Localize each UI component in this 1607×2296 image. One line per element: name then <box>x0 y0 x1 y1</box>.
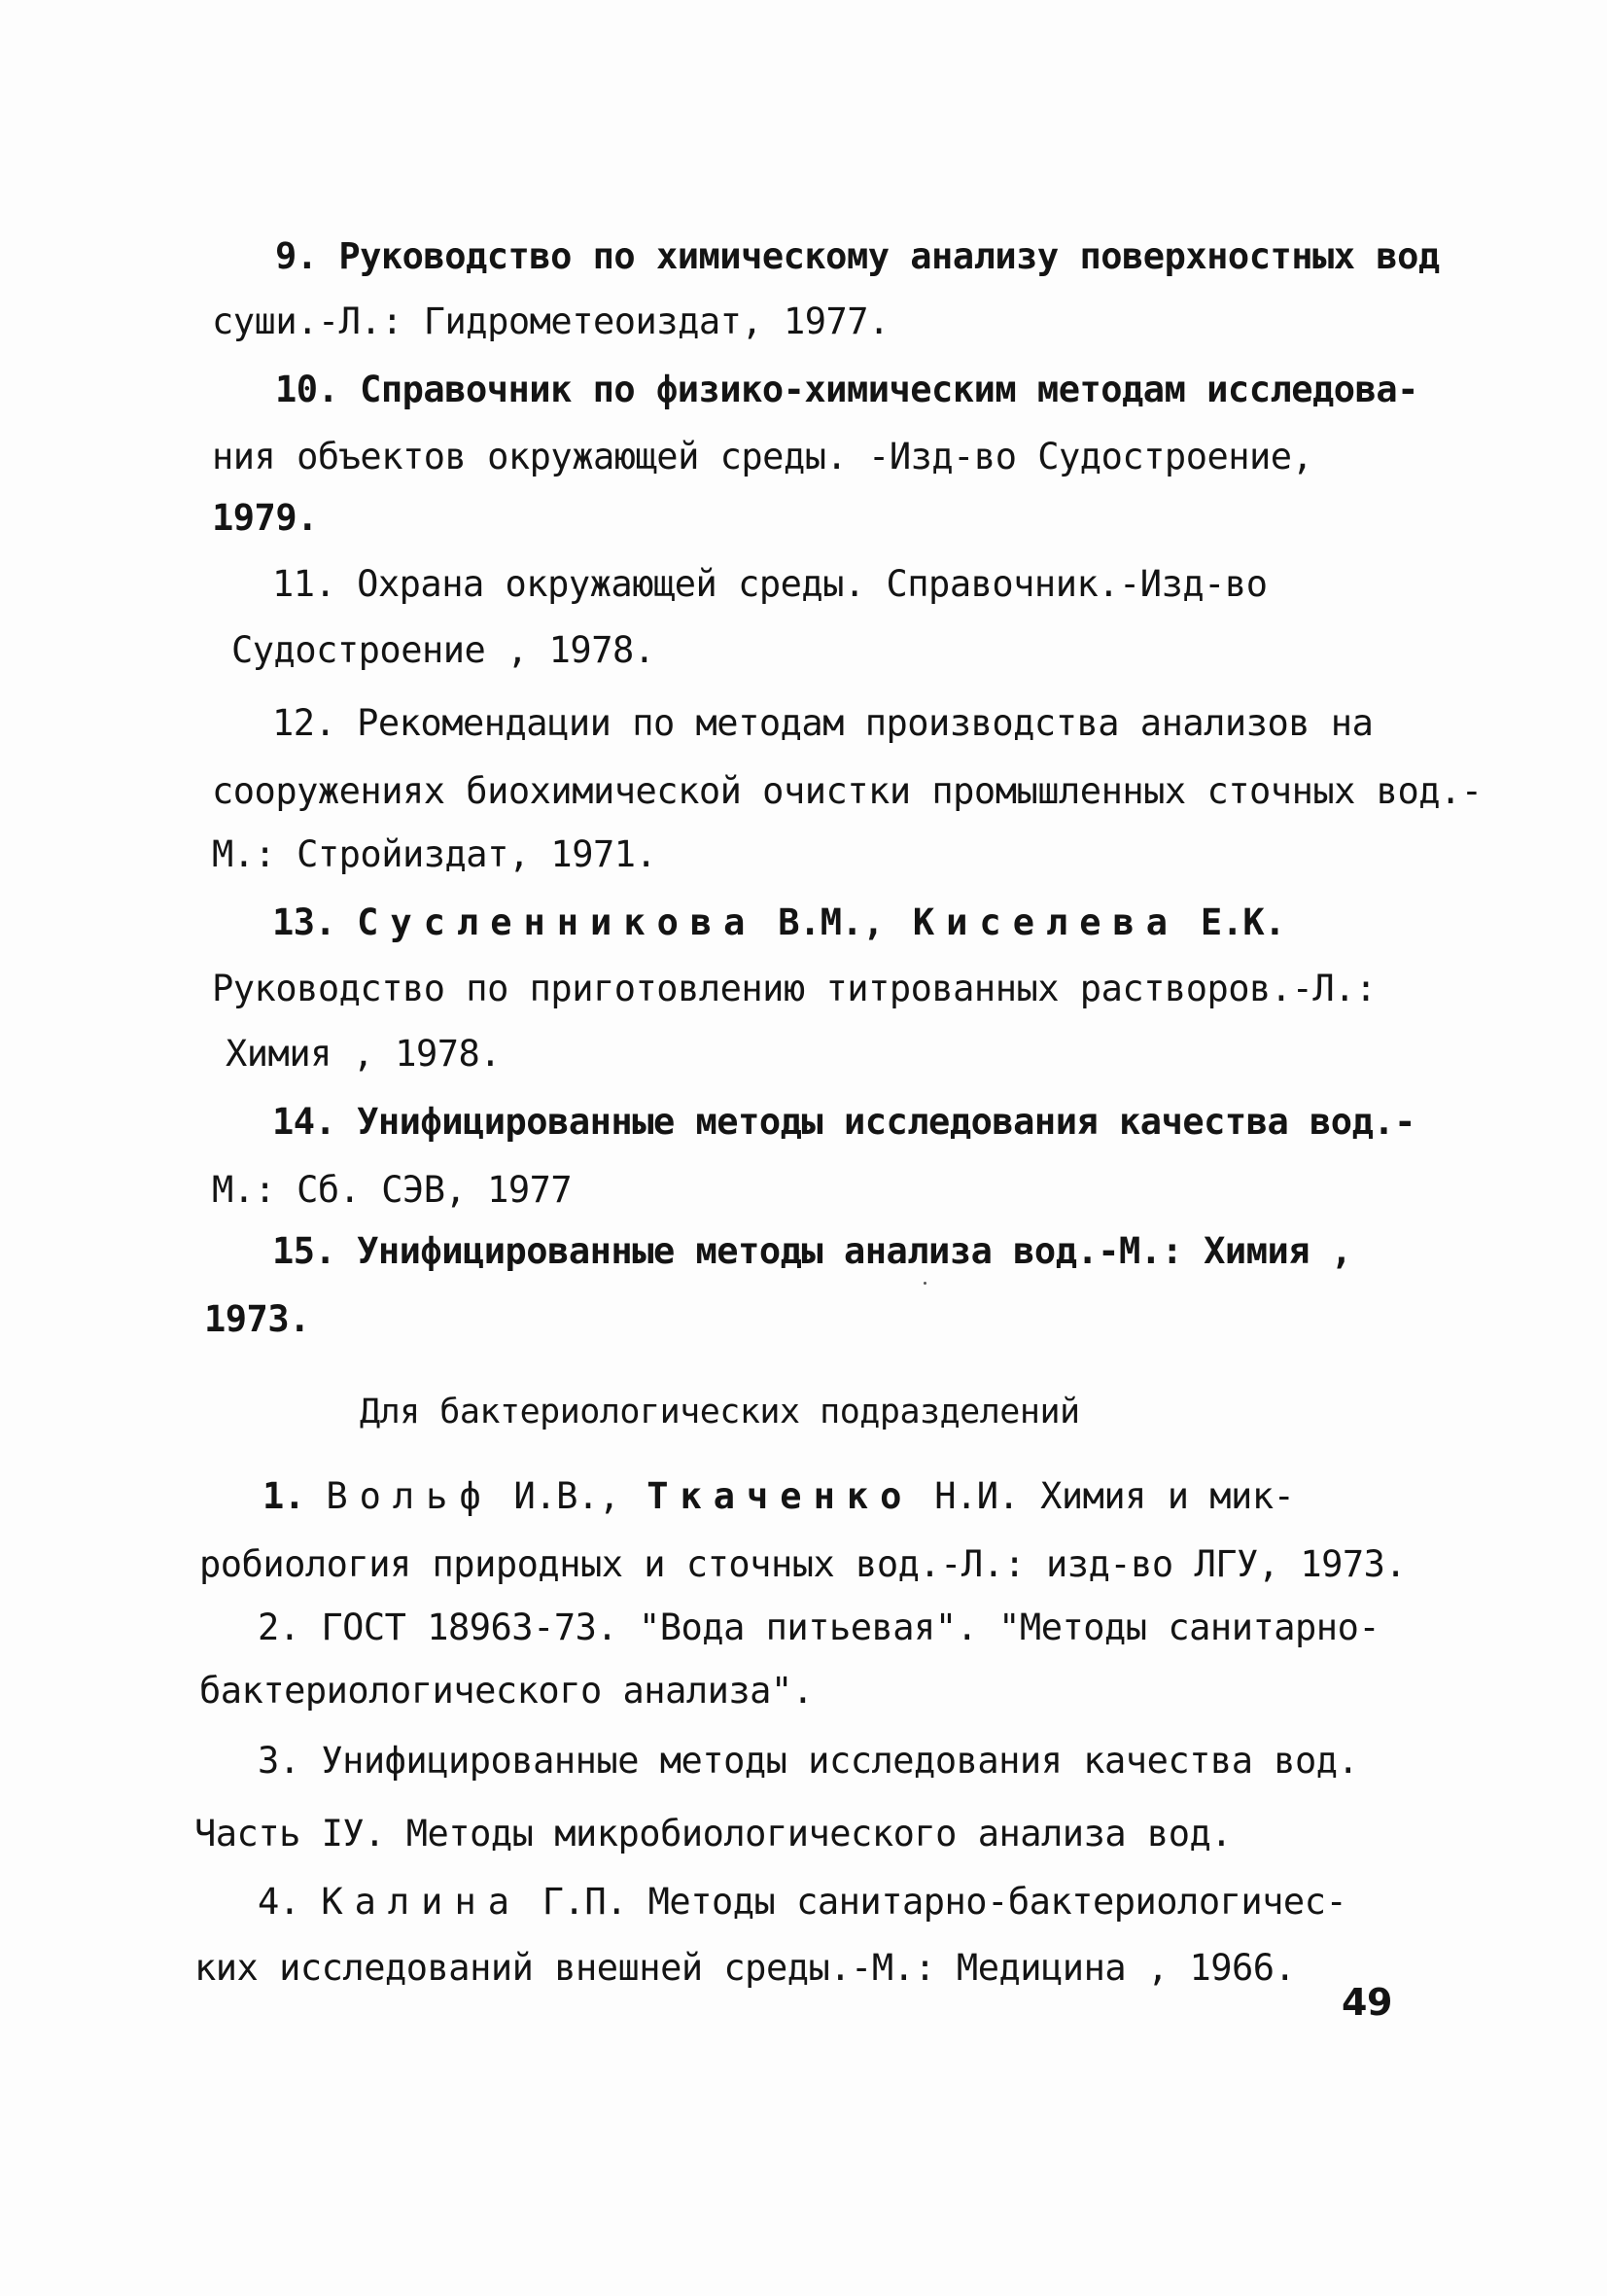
ref-14-line-2: М.: Сб. СЭВ, 1977 <box>212 1169 573 1211</box>
ref-11-line-2: Судостроение , 1978. <box>231 629 655 671</box>
bact-ref-4-rest: Г.П. Методы санитарно-бактериологичес- <box>541 1881 1347 1923</box>
ref-13-author-2-initials: Е.К. <box>1200 901 1285 943</box>
bact-ref-4-number: 4. <box>258 1881 300 1923</box>
bact-ref-4-line-1 <box>258 1881 1347 1923</box>
ref-11-line-1: 11. Охрана окружающей среды. Справочник.-Изд-во <box>272 563 1268 605</box>
ref-9-line-2: суши.-Л.: Гидрометеоиздат, 1977. <box>212 300 890 342</box>
ref-12-line-2: сооружениях биохимической очистки промышленных сточных вод.- <box>212 770 1483 812</box>
bact-ref-1-author-1-initials: И.В., <box>513 1475 620 1517</box>
bact-ref-2-line-1: 2. ГОСТ 18963-73. "Вода питьевая". "Методы санитарно- <box>258 1607 1380 1648</box>
ref-12-line-3: М.: Стройиздат, 1971. <box>212 833 657 875</box>
scan-speck <box>924 1282 926 1285</box>
ref-13-author-1-initials: В.М., <box>778 901 885 943</box>
ref-15-line-2: 1973. <box>204 1298 310 1340</box>
bact-ref-1-author-1: Вольф <box>326 1475 493 1517</box>
ref-13-line-3: Химия , 1978. <box>226 1033 502 1075</box>
ref-10-line-2: ния объектов окружающей среды. -Изд-во Судостроение, <box>212 436 1313 477</box>
ref-13-number: 13. <box>272 901 336 943</box>
bact-ref-1-rest: Н.И. Химия и мик- <box>934 1475 1295 1517</box>
bact-ref-1-author-2: Ткаченко <box>646 1475 914 1517</box>
bact-ref-3-line-1: 3. Унифицированные методы исследования качества вод. <box>258 1740 1359 1782</box>
bact-ref-1-number: 1. <box>262 1475 305 1517</box>
ref-13-author-2: Киселева <box>912 901 1180 943</box>
bact-ref-2-line-2: бактериологического анализа". <box>199 1670 814 1712</box>
ref-13-line-1 <box>272 901 1285 943</box>
bact-ref-1-line-2: робиология природных и сточных вод.-Л.: изд-во ЛГУ, 1973. <box>199 1543 1407 1585</box>
ref-13-line-2: Руководство по приготовлению титрованных растворов.-Л.: <box>212 968 1377 1009</box>
ref-10-line-3: 1979. <box>212 497 318 539</box>
bact-ref-3-line-2: Часть IУ. Методы микробиологического анализа вод. <box>194 1813 1233 1854</box>
ref-9-line-1: 9. Руководство по химическому анализу поверхностных вод <box>275 235 1440 277</box>
ref-14-line-1: 14. Унифицированные методы исследования качества вод.- <box>272 1101 1415 1143</box>
bact-ref-4-line-2: ких исследований внешней среды.-М.: Медицина , 1966. <box>194 1947 1296 1989</box>
ref-13-author-1: Сусленникова <box>357 901 757 943</box>
section-heading: Для бактериологических подразделений <box>360 1393 1080 1431</box>
ref-10-line-1: 10. Справочник по физико-химическим методам исследова- <box>275 369 1418 410</box>
bact-ref-1-line-1 <box>262 1475 1295 1517</box>
bact-ref-4-author: Калина <box>321 1881 521 1923</box>
ref-12-line-1: 12. Рекомендации по методам производства анализов на <box>272 702 1374 744</box>
ref-15-line-1: 15. Унифицированные методы анализа вод.-М.: Химия , <box>272 1230 1352 1272</box>
page-number: 49 <box>1342 1981 1392 2024</box>
